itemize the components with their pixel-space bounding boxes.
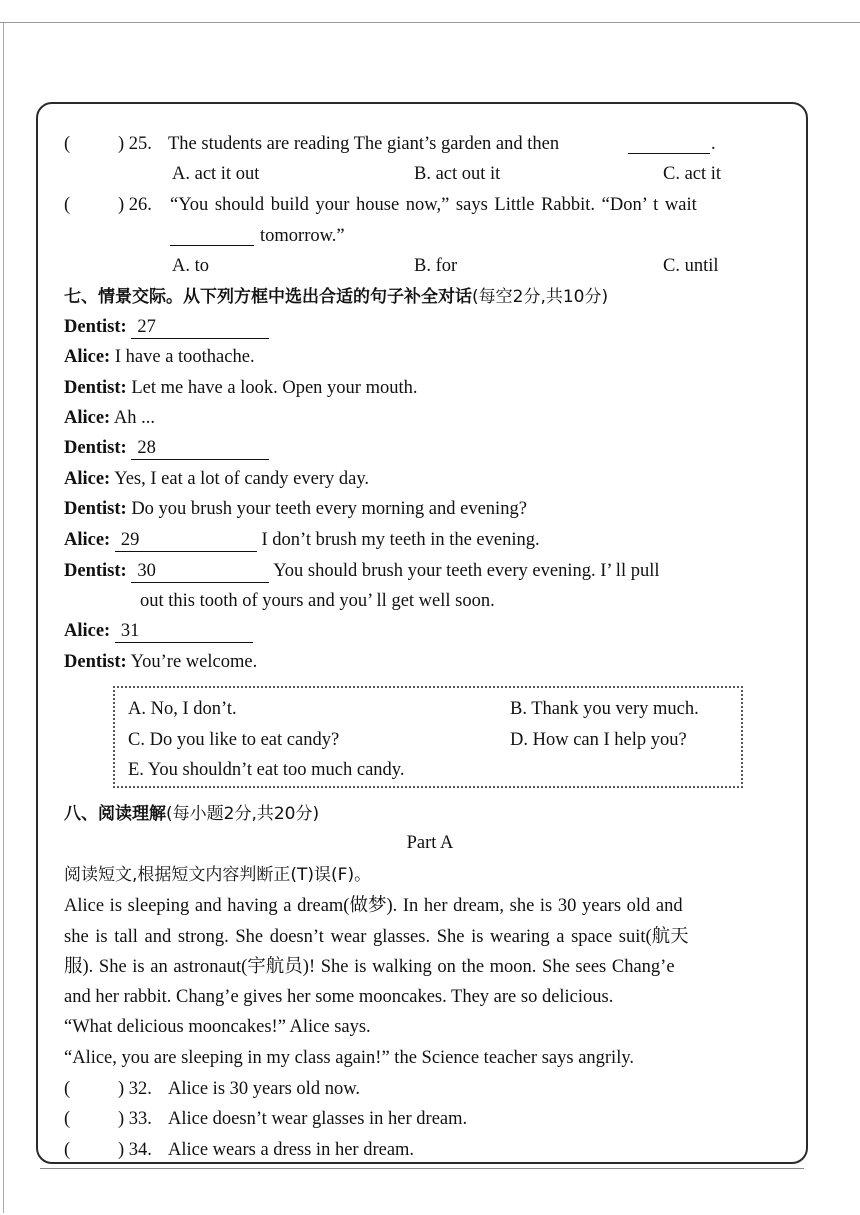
answer-paren-open: ( [64,1079,71,1099]
dialogue-line [64,560,660,583]
option-b: B. act out it [414,164,501,184]
section-score: (每小题2分,共20分) [166,804,320,824]
speaker: Dentist: [64,438,127,458]
speaker: Dentist: [64,561,127,581]
answer-blank: 27 [131,316,269,339]
question-text: Alice is 30 years old now. [168,1079,360,1099]
question-number: ) 33. [118,1109,152,1129]
choice-c: C. Do you like to eat candy? [128,730,340,750]
dialogue-line [64,529,540,552]
answer-paren-open: ( [64,195,71,215]
speaker: Dentist: [64,652,127,672]
section-title: 七、情景交际。从下列方框中选出合适的句子补全对话 [64,287,472,307]
page-left-rule [3,23,4,1213]
speaker: Alice: [64,347,111,367]
section-7-heading [64,286,608,308]
question-stem: “You should build your house now,” says Little Rabbit. “Don’ t wait [170,195,697,215]
section-8-heading [64,803,319,825]
line-text: out this tooth of yours and you’ ll get well soon. [140,591,495,611]
question-text: Alice wears a dress in her dream. [168,1140,415,1160]
answer-blank: 30 [131,560,269,583]
section-score: (每空2分,共10分) [472,287,609,307]
option-c: C. until [663,256,719,276]
speaker: Alice: [64,530,111,550]
answer-paren-open: ( [64,134,71,154]
question-text: Alice doesn’t wear glasses in her dream. [168,1109,468,1129]
question-end: . [711,134,716,154]
passage-line: she is tall and strong. She doesn’t wear glasses. She is wearing a space suit(航天 [64,927,689,947]
dialogue-line [64,437,269,460]
question-number: ) 25. [118,134,152,154]
choice-e: E. You shouldn’t eat too much candy. [128,760,405,780]
dialogue-line [64,620,253,643]
answer-blank: 31 [115,620,253,643]
answer-paren-open: ( [64,1140,71,1160]
dialogue-line [64,346,255,368]
line-text: You should brush your teeth every evening. I’ ll pull [273,561,660,581]
option-a: A. to [172,256,209,276]
dialogue-line [64,407,155,429]
speaker: Alice: [64,408,111,428]
speaker: Alice: [64,621,111,641]
choice-a: A. No, I don’t. [128,699,237,719]
passage-line: and her rabbit. Chang’e gives her some mooncakes. They are so delicious. [64,987,614,1007]
answer-blank [170,227,254,246]
question-stem: The students are reading The giant’s garden and then [168,134,560,154]
speaker: Dentist: [64,317,127,337]
answer-paren-open: ( [64,1109,71,1129]
option-a: A. act it out [172,164,260,184]
speaker: Alice: [64,469,111,489]
question-number: ) 34. [118,1140,152,1160]
frame-bottom-rule [40,1168,804,1169]
question-number: ) 32. [118,1079,152,1099]
dialogue-line [64,651,257,673]
passage-line: 服). She is an astronaut(宇航员)! She is walking on the moon. She sees Chang’e [64,957,675,977]
reading-instruction: 阅读短文,根据短文内容判断正(T)误(F)。 [64,865,372,885]
passage-line: Alice is sleeping and having a dream(做梦). In her dream, she is 30 years old and [64,896,683,916]
line-text: Let me have a look. Open your mouth. [131,378,418,398]
answer-blank: 28 [131,437,269,460]
dialogue-line [64,468,369,490]
line-text: Ah ... [113,408,155,428]
passage-line: “Alice, you are sleeping in my class again!” the Science teacher says angrily. [64,1048,635,1068]
line-text: Do you brush your teeth every morning and evening? [131,499,527,519]
line-text: You’re welcome. [130,652,258,672]
dialogue-line-cont [140,590,495,612]
page-top-rule [0,22,860,23]
dialogue-line [64,498,527,520]
speaker: Dentist: [64,499,127,519]
option-b: B. for [414,256,458,276]
dialogue-line [64,316,269,339]
dialogue-line [64,377,417,399]
choice-d: D. How can I help you? [510,730,687,750]
line-text: I don’t brush my teeth in the evening. [261,530,540,550]
option-c: C. act it [663,164,722,184]
choice-b: B. Thank you very much. [510,699,699,719]
answer-blank: 29 [115,529,257,552]
section-title: 八、阅读理解 [64,804,166,824]
passage-line: “What delicious mooncakes!” Alice says. [64,1017,371,1037]
answer-blank [628,135,710,154]
line-text: Yes, I eat a lot of candy every day. [114,469,369,489]
speaker: Dentist: [64,378,127,398]
question-number: ) 26. [118,195,152,215]
line-text: I have a toothache. [114,347,255,367]
question-stem-cont: tomorrow.” [260,226,345,246]
part-heading: Part A [406,833,454,853]
